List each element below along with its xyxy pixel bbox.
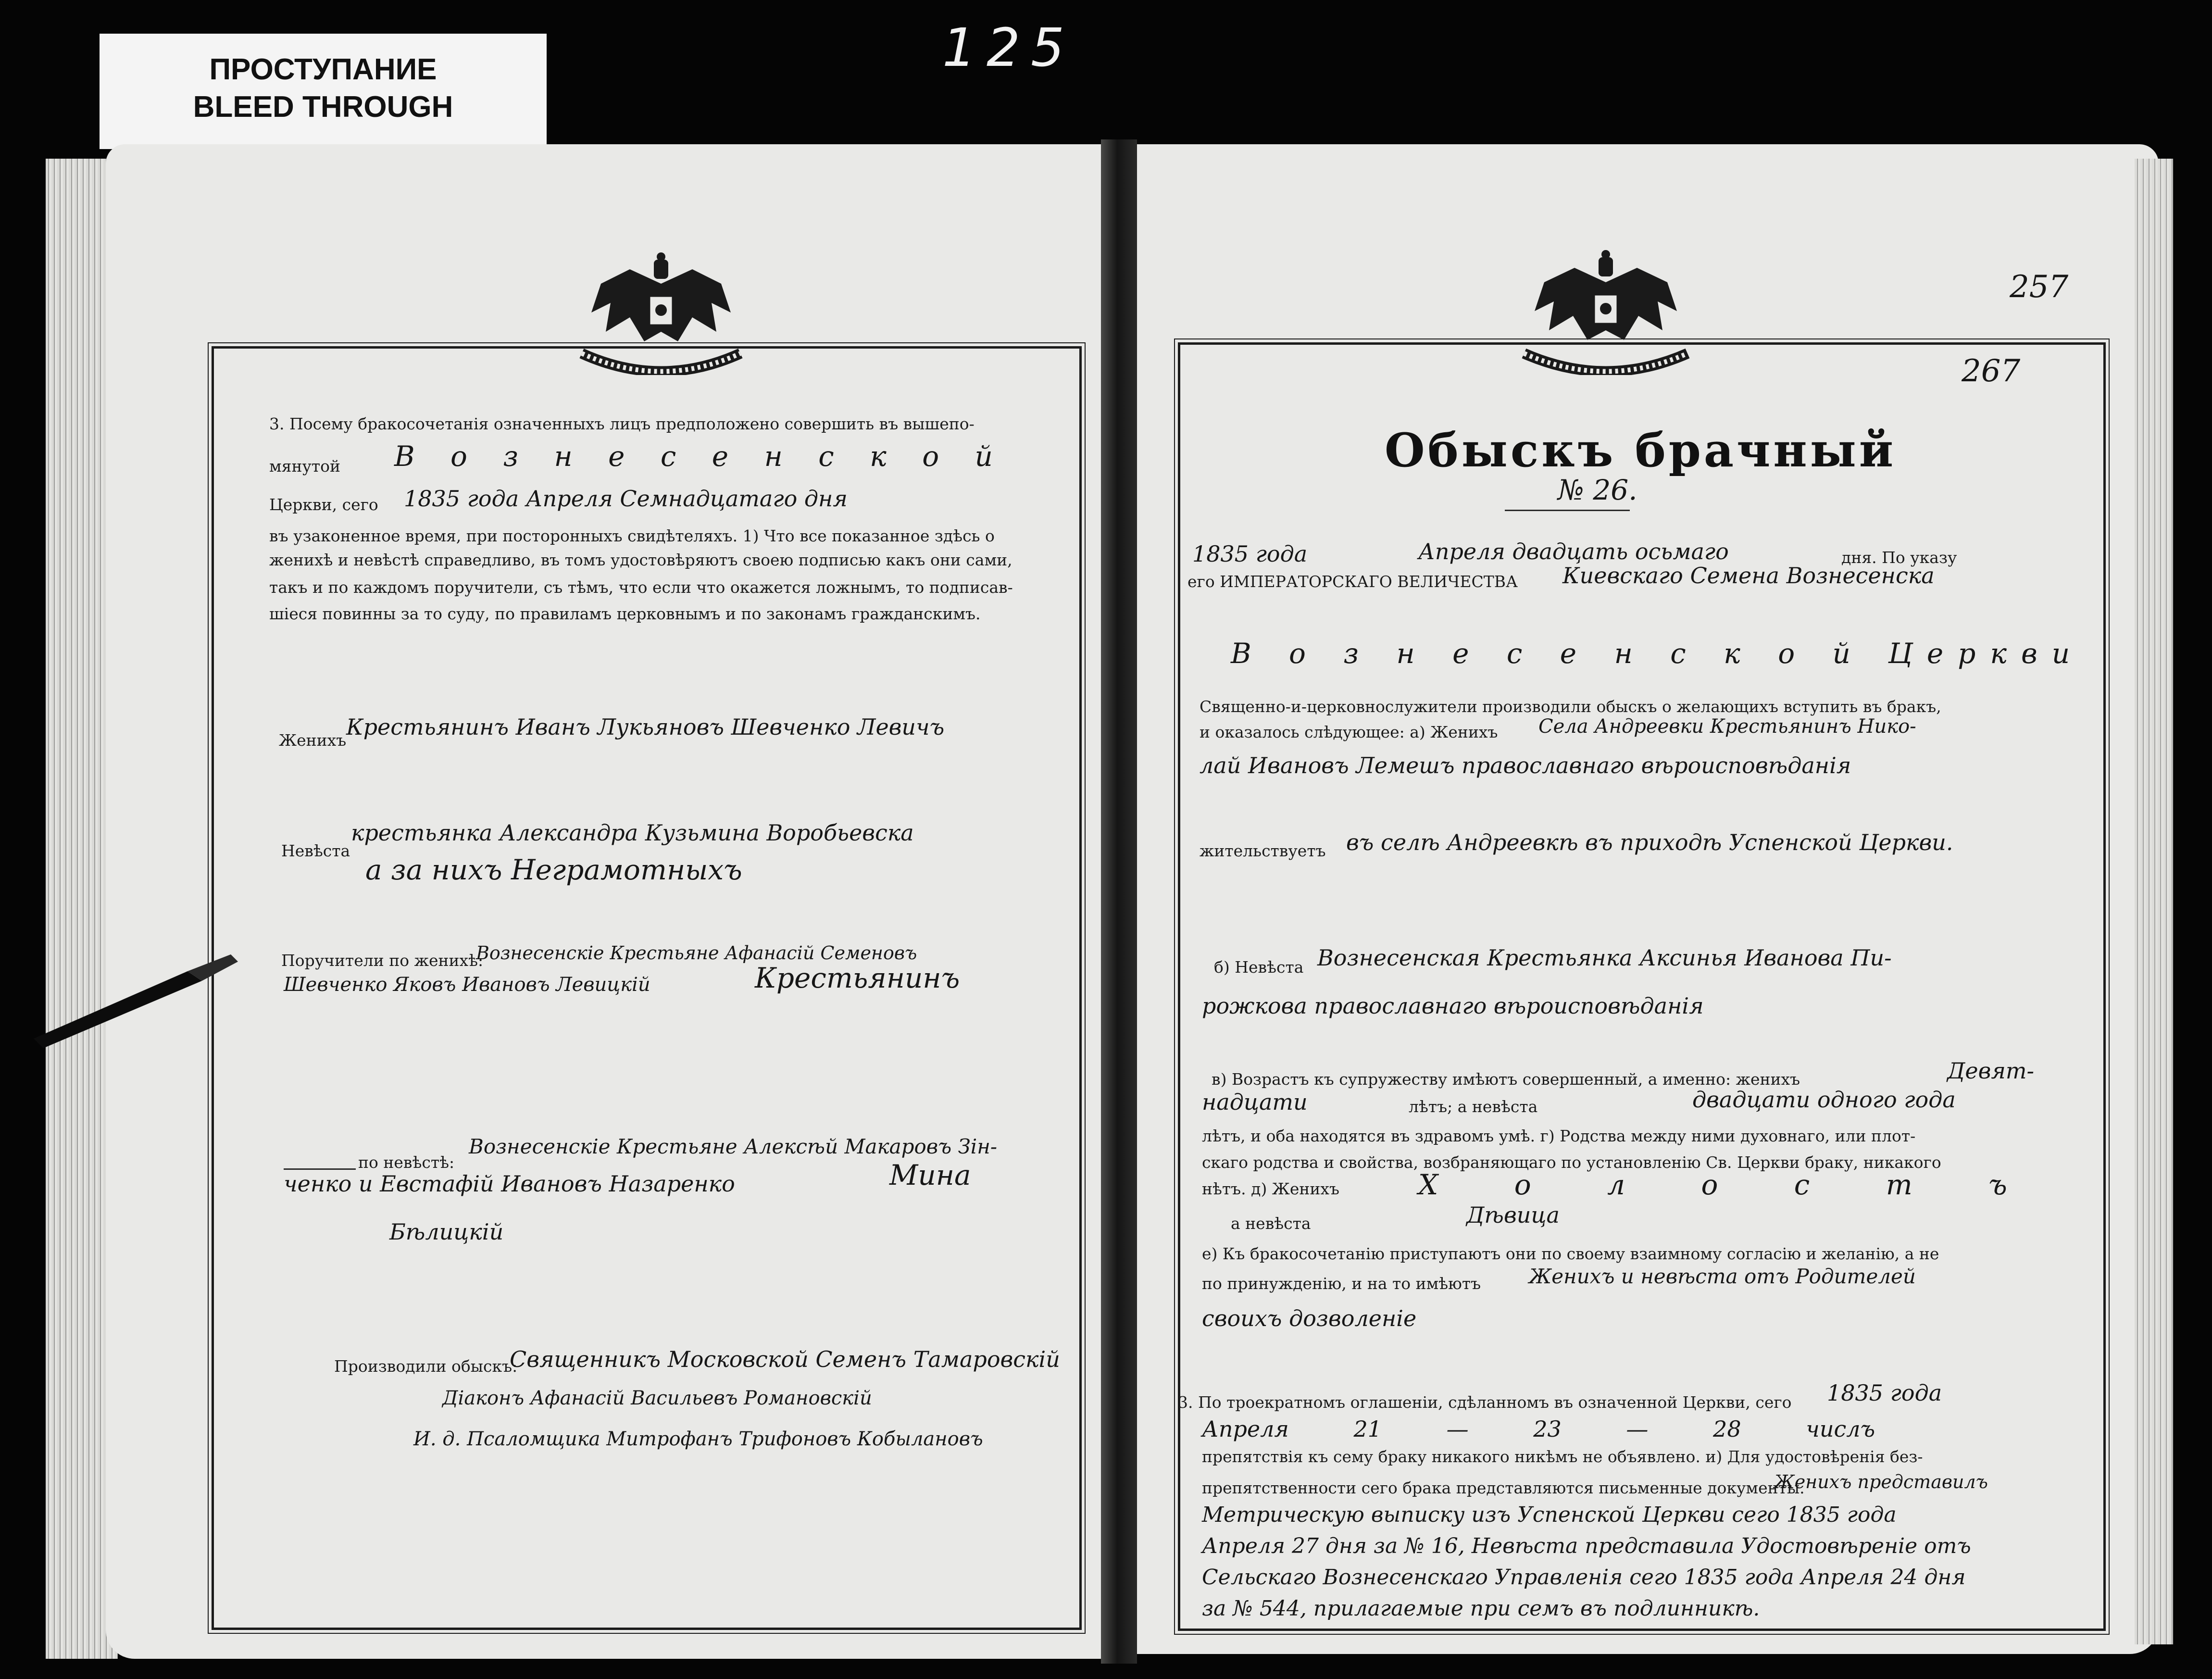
groom-sureties-entry: Шевченко Яковъ Ивановъ Левицкій xyxy=(284,974,650,996)
right-emblem-icon xyxy=(1514,248,1697,375)
archive-label-line2: BLEED THROUGH xyxy=(193,90,453,124)
right-text-line: дня. По указу xyxy=(1841,548,1957,567)
left-emblem-icon xyxy=(572,250,750,375)
examiners-label: Производили обыскъ: xyxy=(334,1357,518,1376)
bride-entry: рожкова православнаго вѣроисповѣданія xyxy=(1202,993,1704,1019)
document-title: Обыскъ брачный xyxy=(1385,423,1897,477)
folio-number-lower: 267 xyxy=(1962,353,2021,389)
examiner-signature: Діаконъ Афанасій Васильевъ Романовскій xyxy=(442,1387,872,1409)
left-intro-line: 3. Посему бракосочетанія означенныхъ лицъ предположено совершить въ вышепо- xyxy=(269,414,975,433)
right-text-line: б) Невѣста xyxy=(1214,958,1304,977)
groom-age: надцати xyxy=(1202,1089,1308,1115)
right-text-line: лѣтъ, и оба находятся въ здравомъ умѣ. г) Родства между ними духовнаго, или плот- xyxy=(1202,1127,1916,1145)
folio-number-upper: 257 xyxy=(2010,269,2069,305)
documents-entry: Метрическую выписку изъ Успенской Церкви сего 1835 года xyxy=(1202,1503,1897,1527)
archive-label-card xyxy=(100,34,547,149)
right-text-line: препятственности сего брака представляются письменные документы. xyxy=(1202,1479,1805,1497)
bride-age: двадцати одного года xyxy=(1692,1087,1956,1113)
bride-sureties-entry: ченко и Евстафій Ивановъ Назаренко xyxy=(284,1171,735,1197)
right-text-line: жительствуетъ xyxy=(1200,841,1326,860)
right-text-line: 3. По троекратномъ оглашеніи, сдѣланномъ въ означенной Церкви, сего xyxy=(1178,1393,1792,1412)
right-church-name: В о з н е с е н с к о й Церкви xyxy=(1231,637,2085,670)
groom-sureties-entry: Крестьянинъ xyxy=(755,962,960,994)
bride-label: Невѣста xyxy=(281,841,350,860)
documents-entry: Женихъ представилъ xyxy=(1774,1471,1988,1492)
search-year: 1835 года xyxy=(1192,541,1308,567)
right-text-line: в) Возрастъ къ супружеству имѣютъ совершенный, а именно: женихъ xyxy=(1212,1070,1800,1089)
groom-entry: Села Андреевки Крестьянинъ Нико- xyxy=(1538,715,1916,738)
search-date: Апреля двадцать осьмаго xyxy=(1418,539,1729,564)
number-underline xyxy=(1505,510,1630,511)
groom-sureties-entry: Вознесенскіе Крестьяне Афанасій Семеновъ xyxy=(476,942,917,964)
left-intro-line: мянутой xyxy=(269,457,341,476)
examiner-signature: И. д. Псаломщика Митрофанъ Трифоновъ Кобылановъ xyxy=(413,1428,983,1450)
bride-entry: Вознесенская Крестьянка Аксинья Иванова Пи- xyxy=(1317,945,1892,971)
right-text-line: по принужденію, и на то имѣютъ xyxy=(1202,1274,1481,1293)
archive-label-line1: ПРОСТУПАНИЕ xyxy=(209,53,437,86)
consent-entry: своихъ дозволеніе xyxy=(1202,1305,1417,1331)
right-text-line: и оказалось слѣдующее: а) Женихъ xyxy=(1200,723,1498,741)
left-intro-line: въ узаконенное время, при посторонныхъ свидѣтеляхъ. 1) Что все показанное здѣсь о xyxy=(269,526,995,545)
consent-entry: Женихъ и невѣста отъ Родителей xyxy=(1529,1265,1916,1288)
groom-label: Женихъ xyxy=(279,731,347,750)
right-text-line: его ИМПЕРАТОРСКАГО ВЕЛИЧЕСТВА xyxy=(1187,572,1518,591)
bride-sureties-label: по невѣстѣ: xyxy=(358,1153,455,1172)
left-wedding-date: 1835 года Апреля Семнадцатаго дня xyxy=(404,486,848,512)
bride-entry: а за нихъ Неграмотныхъ xyxy=(365,853,742,886)
left-intro-line: Церкви, сего xyxy=(269,495,378,514)
groom-entry: лай Ивановъ Лемешъ православнаго вѣроисповѣданія xyxy=(1200,752,1851,778)
bride-entry: крестьянка Александра Кузьмина Воробьевска xyxy=(351,820,914,846)
groom-status: Х о л о с т ъ xyxy=(1418,1168,2041,1201)
right-text-line: е) Къ бракосочетанію приступаютъ они по своему взаимному согласію и желанію, а не xyxy=(1202,1244,1939,1263)
archive-number: 125 xyxy=(942,17,1075,78)
right-text-line: лѣтъ; а невѣста xyxy=(1409,1097,1538,1116)
right-text-line: а невѣста xyxy=(1231,1214,1311,1233)
left-intro-line: женихѣ и невѣстѣ справедливо, въ томъ удостовѣряютъ своею подписью какъ они сами, xyxy=(269,551,1012,569)
groom-age: Девят- xyxy=(1947,1058,2035,1084)
document-number: № 26. xyxy=(1558,474,1637,506)
residence-entry: въ селѣ Андреевкѣ въ приходѣ Успенской Церкви. xyxy=(1346,829,1953,855)
banns-dates: Апреля 21 — 23 — 28 числъ xyxy=(1202,1416,1875,1442)
examiner-signature: Священникъ Московской Семенъ Тамаровскій xyxy=(510,1346,1060,1372)
left-intro-line: шіеся повинны за то суду, по правиламъ церковнымъ и по законамъ гражданскимъ. xyxy=(269,604,981,623)
bride-status: Дѣвица xyxy=(1466,1202,1560,1228)
right-text-line: Священно-и-церковнослужители производили обыскъ о желающихъ вступить въ бракъ, xyxy=(1200,697,1941,716)
bride-sureties-entry: Бѣлицкій xyxy=(389,1219,504,1245)
left-church-name: В о з н е с е н с к о й xyxy=(394,440,1006,473)
underline-rule xyxy=(284,1168,356,1170)
consistory-name: Киевскаго Семена Вознесенска xyxy=(1562,563,1935,589)
documents-entry: Сельскаго Вознесенскаго Управленія сего 1835 года Апреля 24 дня xyxy=(1202,1565,1966,1590)
documents-entry: за № 544, прилагаемые при семъ въ подлинникѣ. xyxy=(1202,1596,1760,1621)
pen-icon xyxy=(29,952,240,1048)
right-text-line: скаго родства и свойства, возбраняющаго по установленію Св. Церкви браку, никакого xyxy=(1202,1153,1941,1172)
book-gutter xyxy=(1101,139,1137,1664)
groom-sureties-label: Поручители по женихѣ: xyxy=(281,951,484,970)
groom-entry: Крестьянинъ Иванъ Лукьяновъ Шевченко Левичъ xyxy=(346,714,945,740)
bride-sureties-entry: Мина xyxy=(889,1159,971,1191)
right-text-line: нѣтъ. д) Женихъ xyxy=(1202,1179,1340,1198)
left-intro-line: такъ и по каждомъ поручители, съ тѣмъ, что если что окажется ложнымъ, то подписав- xyxy=(269,578,1013,597)
bride-sureties-entry: Вознесенскіе Крестьяне Алексѣй Макаровъ Зін- xyxy=(469,1135,998,1158)
right-page-edges xyxy=(2135,159,2173,1644)
banns-year: 1835 года xyxy=(1827,1380,1942,1406)
documents-entry: Апреля 27 дня за № 16, Невѣста представила Удостовѣреніе отъ xyxy=(1202,1534,1971,1558)
right-text-line: препятствія къ сему браку никакого никѣмъ не объявлено. и) Для удостовѣренія без- xyxy=(1202,1447,1923,1466)
